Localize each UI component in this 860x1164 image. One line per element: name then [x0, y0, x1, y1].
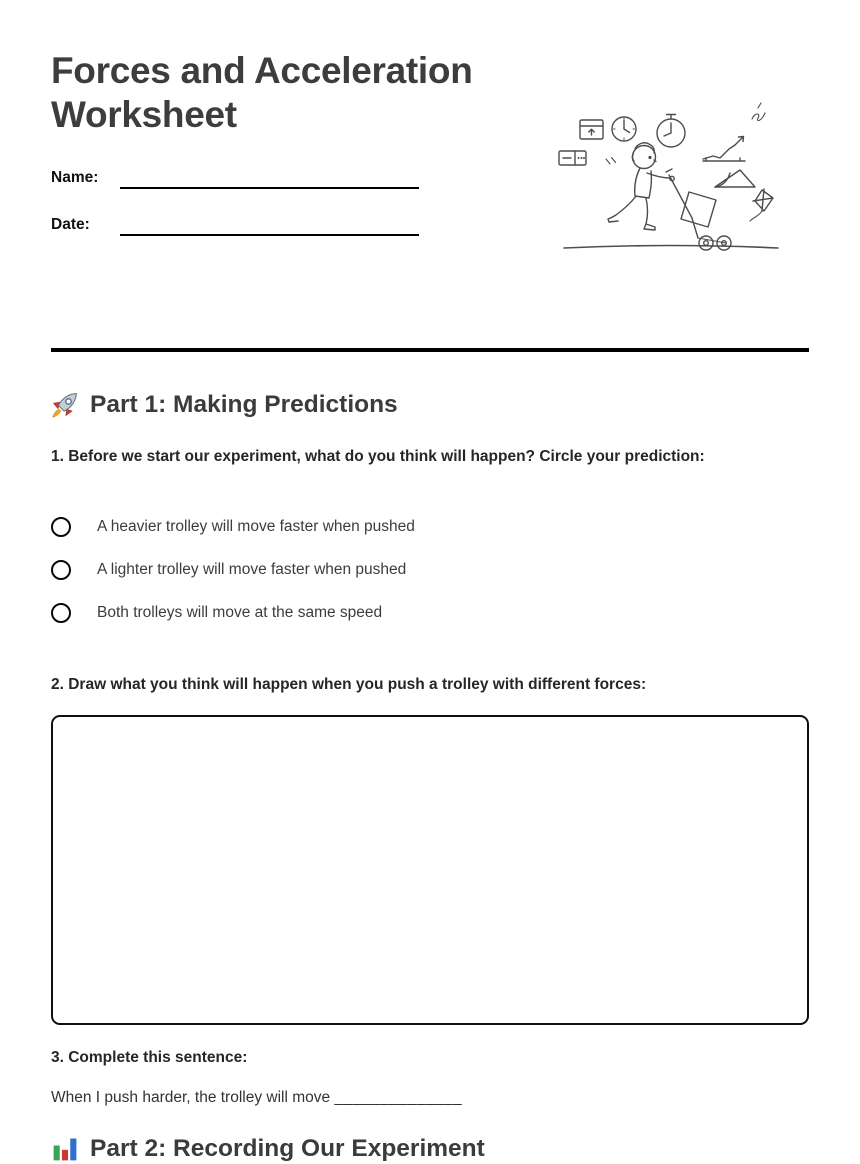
part2-heading-label: Part 2: Recording Our Experiment: [90, 1135, 485, 1163]
page-title: Forces and Acceleration Worksheet: [51, 50, 473, 136]
boy-figure: [608, 143, 674, 230]
prediction-option-1-circle[interactable]: [51, 517, 71, 537]
sentence-completion: [51, 1089, 809, 1107]
stopwatch-icon: [657, 115, 685, 148]
prediction-option-3: [51, 601, 809, 625]
sentence-text: When I push harder, the trolley will move: [51, 1089, 335, 1107]
window-icon: [580, 120, 603, 139]
prediction-option-1: [51, 515, 809, 539]
question-2-text: 2. Draw what you think will happen when you push a trolley with different forces:: [51, 676, 647, 694]
rocket-icon: [51, 391, 79, 419]
clock-icon: [612, 117, 636, 141]
bar-chart-icon: [51, 1135, 79, 1163]
meter-icon: [559, 151, 586, 165]
prediction-option-2-label: A lighter trolley will move faster when pushed: [97, 561, 407, 579]
prediction-option-2-circle[interactable]: [51, 560, 71, 580]
sentence-blank[interactable]: ______________: [334, 1089, 463, 1107]
prediction-options: [51, 515, 809, 625]
worksheet-illustration: [540, 95, 820, 287]
section-divider: [51, 348, 809, 352]
question-3-text: 3. Complete this sentence:: [51, 1049, 248, 1067]
question-1-text: 1. Before we start our experiment, what do you think will happen? Circle your prediction:: [51, 448, 705, 466]
part1-heading-label: Part 1: Making Predictions: [90, 391, 398, 419]
prediction-option-1-label: A heavier trolley will move faster when pushed: [97, 518, 415, 536]
part1-heading: [51, 390, 809, 420]
ramp-doodle: [715, 170, 755, 187]
kite-doodle: [750, 189, 773, 221]
date-input-line[interactable]: [120, 214, 419, 236]
name-label: Name:: [51, 169, 99, 187]
drawing-area[interactable]: [51, 715, 809, 1025]
prediction-option-3-label: Both trolleys will move at the same speed: [97, 604, 383, 622]
part2-heading: [51, 1134, 809, 1164]
prediction-option-3-circle[interactable]: [51, 603, 71, 623]
name-input-line[interactable]: [120, 167, 419, 189]
date-label: Date:: [51, 216, 90, 234]
prediction-option-2: [51, 558, 809, 582]
graph-doodle: [703, 137, 745, 162]
trolley-doodle: [666, 169, 731, 250]
